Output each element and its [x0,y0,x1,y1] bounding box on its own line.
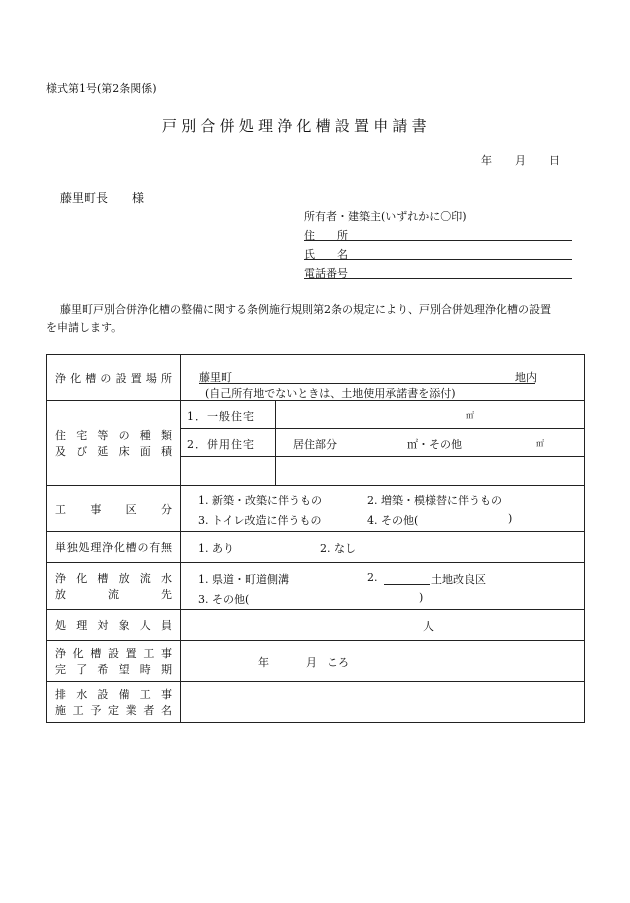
phone-label: 電話番号 [304,267,348,280]
discharge-opt3[interactable]: 3. その他( [198,593,250,606]
housing-label-line2: 及び延床面積 [55,445,172,458]
discharge-label-line2: 放流先 [55,588,172,601]
contractor-label-line2: 施工予定業者名 [55,704,172,717]
discharge-opt2-suffix: 土地改良区 [431,573,486,586]
housing-option1-cell[interactable] [181,401,276,429]
phone-field[interactable] [304,278,572,279]
location-town: 藤里町 [199,371,232,384]
housing-option2-cell[interactable] [181,429,276,457]
discharge-label-cell [47,563,181,610]
body-text-line1: 藤里町戸別合併浄化槽の整備に関する条例施行規則第2条の規定により、戸別合併処理浄化槽の設置 [60,303,551,316]
single-tank-options-cell[interactable] [181,532,585,563]
housing-blank-cell-2[interactable] [276,457,585,486]
completion-approx: ころ [327,656,349,669]
location-underline [199,383,535,384]
address-field[interactable] [304,240,572,241]
applicant-heading: 所有者・建築主(いずれかに〇印) [304,210,467,223]
construction-opt2[interactable]: 2. 増築・模様替に伴うもの [367,494,502,507]
name-label: 氏 名 [304,248,348,261]
persons-label: 処理対象人員 [55,619,172,632]
row-completion [47,641,585,682]
discharge-opt3-close: ) [419,591,424,604]
form-number: 様式第1号(第2条関係) [46,82,157,95]
page-title: 戸別合併処理浄化槽設置申請書 [162,117,431,135]
housing-residence-label: 居住部分 [293,438,337,451]
completion-label-line1: 浄化槽設置工事 [55,647,172,660]
completion-label-cell [47,641,181,682]
address-label: 住 所 [304,229,348,242]
application-table [46,354,585,723]
row-persons [47,610,585,641]
single-tank-yes[interactable]: 1. あり [198,542,234,555]
housing-label-cell [47,401,181,486]
construction-options-cell[interactable] [181,486,585,532]
single-tank-label: 単独処理浄化槽の有無 [55,541,172,554]
discharge-label-line1: 浄化槽放流水 [55,572,172,585]
row-housing-1 [47,401,585,429]
location-value-cell[interactable] [181,355,585,401]
location-label-cell [47,355,181,401]
construction-opt4[interactable]: 4. その他( [367,514,419,527]
single-tank-label-cell [47,532,181,563]
row-contractor [47,682,585,723]
contractor-label-line1: 排水設備工事 [55,688,172,701]
discharge-district-field[interactable] [384,584,430,585]
location-note: (自己所有地でないときは、土地使用承諾書を添付) [205,387,456,400]
contractor-value-cell[interactable] [181,682,585,723]
name-field[interactable] [304,259,572,260]
location-label: 浄化槽の設置場所 [55,371,172,385]
housing-option2-area[interactable] [276,429,585,457]
single-tank-no[interactable]: 2. なし [320,542,356,555]
construction-opt3[interactable]: 3. トイレ改造に伴うもの [198,514,322,527]
row-construction [47,486,585,532]
discharge-opt1[interactable]: 1. 県道・町道側溝 [198,573,289,586]
addressee: 藤里町長 様 [60,191,145,205]
discharge-opt2[interactable]: 2. [367,571,378,584]
completion-year: 年 [258,656,269,669]
construction-label: 工事区分 [55,502,172,516]
persons-value-cell[interactable] [181,610,585,641]
housing-other-unit: ㎡ [536,439,544,448]
construction-label-cell [47,486,181,532]
row-discharge [47,563,585,610]
persons-unit: 人 [423,620,434,633]
housing-option1: 1．一般住宅 [187,410,255,423]
row-single-tank [47,532,585,563]
date-day[interactable]: 日 [549,154,560,167]
body-text-line2: を申請します。 [46,321,123,334]
housing-option1-area[interactable] [276,401,585,429]
contractor-label-cell [47,682,181,723]
row-location [47,355,585,401]
housing-blank-cell-1[interactable] [181,457,276,486]
completion-label-line2: 完了希望時期 [55,663,172,676]
discharge-options-cell[interactable] [181,563,585,610]
housing-option2: 2．併用住宅 [187,438,255,451]
date-year[interactable]: 年 [481,154,492,167]
housing-residence-unit: ㎡・その他 [407,438,462,451]
completion-month: 月 [306,656,317,669]
housing-label-line1: 住宅等の種類 [55,429,172,442]
location-chinai: 地内 [515,371,537,384]
housing-option1-unit: ㎡ [466,411,474,420]
completion-value-cell[interactable] [181,641,585,682]
construction-opt4-close: ) [508,512,513,525]
construction-opt1[interactable]: 1. 新築・改築に伴うもの [198,494,322,507]
date-month[interactable]: 月 [515,154,526,167]
persons-label-cell [47,610,181,641]
